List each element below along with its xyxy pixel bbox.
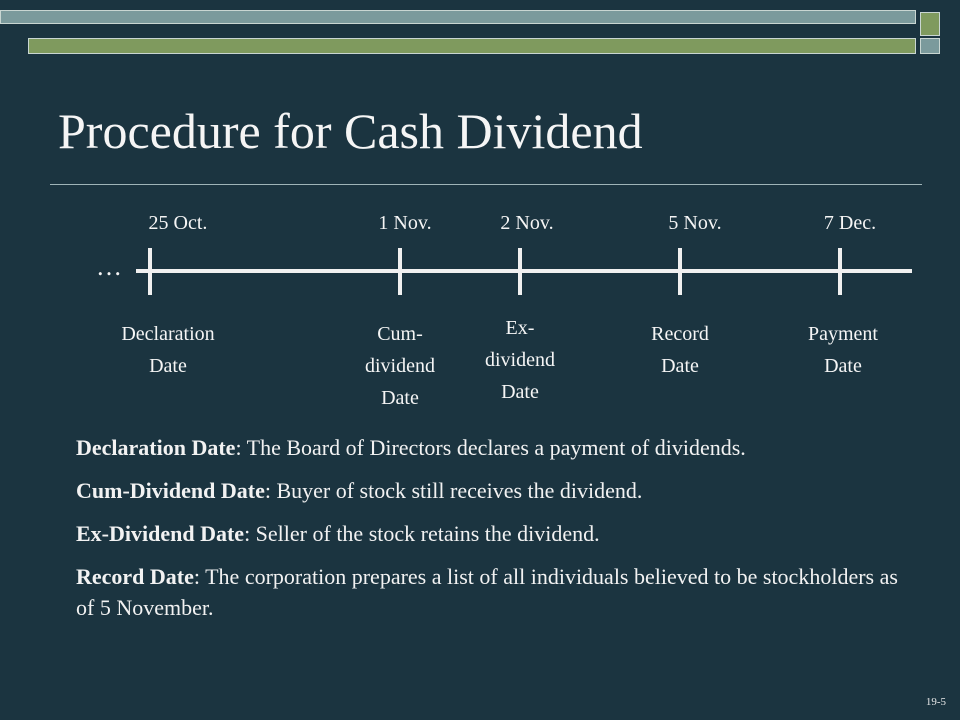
timeline-event-label-line: Record <box>651 323 709 345</box>
slide-title: Procedure for Cash Dividend <box>58 103 643 159</box>
timeline-event-label-line: Date <box>149 355 187 377</box>
definition-record <box>76 561 916 623</box>
timeline-event-label-line: Date <box>501 381 539 403</box>
definition-text: : Seller of the stock retains the dividend. <box>244 521 600 546</box>
timeline-event-label-line: dividend <box>365 355 435 377</box>
timeline-event-label-line: Ex- <box>505 317 535 339</box>
timeline-date-label: 25 Oct. <box>148 212 208 234</box>
timeline-event-label-line: Date <box>661 355 699 377</box>
definition-ex-dividend <box>76 518 916 549</box>
definition-text: : The corporation prepares a list of all individuals believed to be stockholders as of 5 November. <box>76 564 898 620</box>
timeline-event-label-line: Date <box>381 387 419 409</box>
timeline-date-label: 7 Dec. <box>823 212 877 234</box>
timeline-event-label-line: Declaration <box>121 323 215 345</box>
definition-term: Declaration Date <box>76 435 236 460</box>
page-number: 19-5 <box>925 696 946 708</box>
timeline-event-label <box>651 318 709 382</box>
definition-text: : Buyer of stock still receives the dividend. <box>264 478 643 503</box>
timeline-event-label <box>808 318 878 382</box>
timeline-event-label <box>365 318 435 414</box>
definitions-list <box>76 432 916 635</box>
timeline-date-label: 1 Nov. <box>378 212 432 234</box>
definition-declaration <box>76 432 916 463</box>
definition-term: Record Date <box>76 564 194 589</box>
definition-term: Ex-Dividend Date <box>76 521 245 546</box>
definition-cum-dividend <box>76 475 916 506</box>
timeline-event-label <box>121 318 214 382</box>
definition-text: : The Board of Directors declares a payment of dividends. <box>235 435 746 460</box>
timeline-event-label-line: dividend <box>485 349 555 371</box>
timeline-event-label-line: Cum- <box>377 323 423 345</box>
definition-term: Cum-Dividend Date <box>76 478 265 503</box>
timeline-date-label: 2 Nov. <box>500 212 554 234</box>
timeline-event-label-line: Payment <box>808 323 878 345</box>
timeline-event-label <box>485 312 555 408</box>
timeline-date-label: 5 Nov. <box>668 212 722 234</box>
timeline-ellipsis: … <box>96 252 122 281</box>
timeline-event-label-line: Date <box>824 355 862 377</box>
